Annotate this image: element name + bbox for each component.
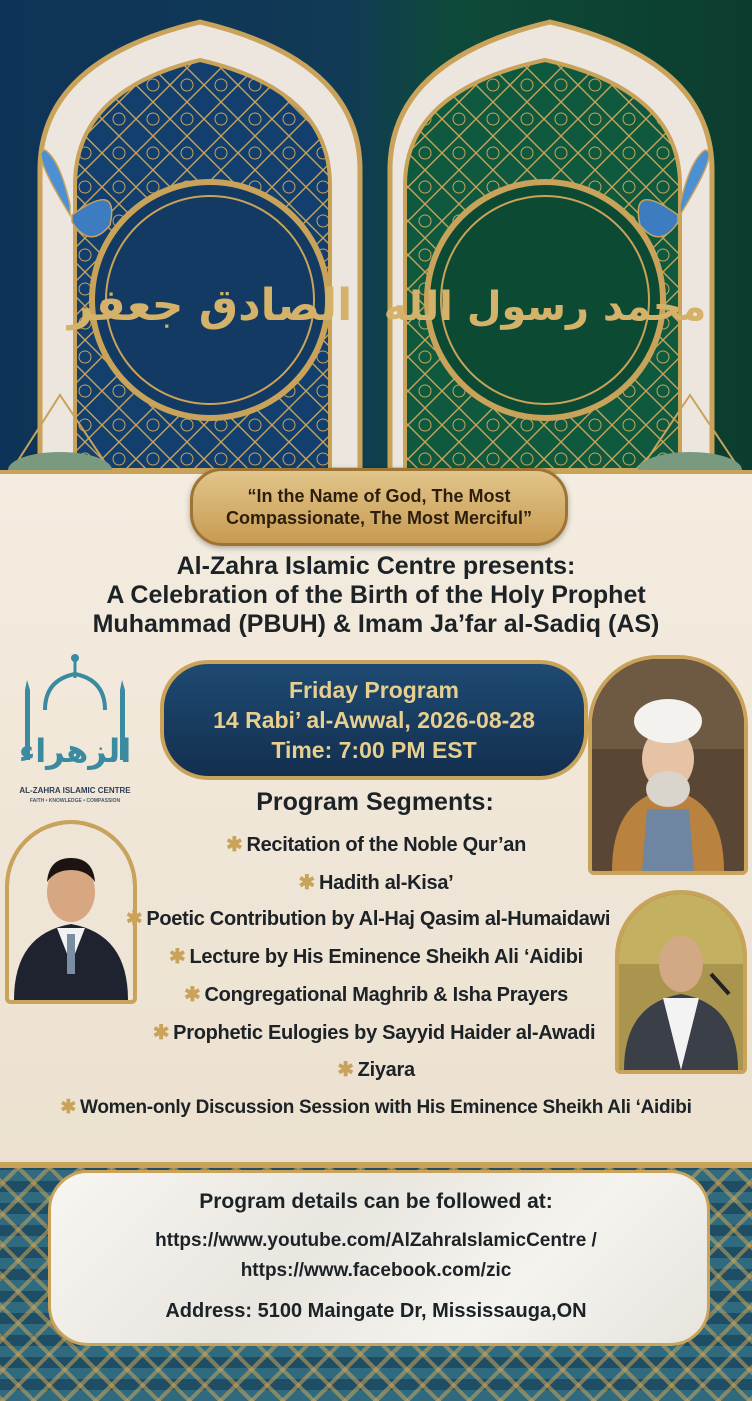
basmala-line-2: Compassionate, The Most Merciful” — [225, 508, 533, 528]
segment-item: ✱ Poetic Contribution by Al-Haj Qasim al-Humaidawi — [125, 908, 611, 930]
segment-item: ✱ Prophetic Eulogies by Sayyid Haider al-Awadi — [152, 1022, 596, 1044]
segment-item: ✱ Ziyara — [337, 1059, 415, 1081]
logo-name: AL-ZAHRA ISLAMIC CENTRE — [19, 786, 131, 795]
program-time: Time: 7:00 PM EST — [271, 737, 477, 763]
segment-item: ✱ Hadith al-Kisa’ — [298, 872, 454, 894]
star-bullet-icon: ✱ — [152, 1022, 170, 1044]
segment-item: ✱ Congregational Maghrib & Isha Prayers — [184, 984, 568, 1006]
segment-item: ✱ Recitation of the Noble Qur’an — [225, 834, 526, 856]
honorees-line: Muhammad (PBUH) & Imam Ja’far al-Sadiq (AS) — [92, 610, 660, 638]
segments-title: Program Segments: — [256, 788, 494, 816]
celebration-line: A Celebration of the Birth of the Holy Prophet — [106, 581, 646, 609]
logo-arabic: الزهراء — [18, 732, 132, 770]
star-bullet-icon: ✱ — [337, 1059, 354, 1081]
star-bullet-icon: ✱ — [169, 946, 186, 968]
basmala-line-1: “In the Name of God, The Most — [247, 486, 511, 506]
segment-item: ✱ Women-only Discussion Session with His Eminence Sheikh Ali ‘Aidibi — [60, 1097, 692, 1118]
presenter-line: Al-Zahra Islamic Centre presents: — [176, 552, 576, 580]
star-bullet-icon: ✱ — [225, 834, 243, 856]
star-bullet-icon: ✱ — [60, 1097, 77, 1118]
header-banner — [0, 0, 752, 500]
star-bullet-icon: ✱ — [184, 984, 201, 1006]
star-bullet-icon: ✱ — [298, 872, 316, 894]
basmala-banner — [190, 468, 568, 546]
arches-illustration — [0, 0, 752, 500]
calligraphy-right: محمد رسول الله — [383, 284, 707, 330]
event-heading — [0, 552, 752, 639]
program-title: Friday Program — [289, 677, 459, 703]
facebook-link[interactable]: https://www.facebook.com/zic — [240, 1260, 512, 1281]
followed-label: Program details can be followed at: — [199, 1190, 553, 1213]
address-text: Address: 5100 Maingate Dr, Mississauga,ON — [165, 1300, 587, 1322]
logo-tagline: FAITH • KNOWLEDGE • COMPASSION — [29, 798, 121, 804]
segment-item: ✱ Lecture by His Eminence Sheikh Ali ‘Aidibi — [169, 946, 583, 968]
program-schedule-box — [160, 660, 588, 780]
youtube-link[interactable]: https://www.youtube.com/AlZahraIslamicCentre / — [155, 1230, 597, 1251]
calligraphy-left: الصادق جعفر — [67, 280, 353, 331]
program-date: 14 Rabi’ al-Awwal, 2026-08-28 — [213, 707, 535, 733]
star-bullet-icon: ✱ — [125, 908, 143, 930]
